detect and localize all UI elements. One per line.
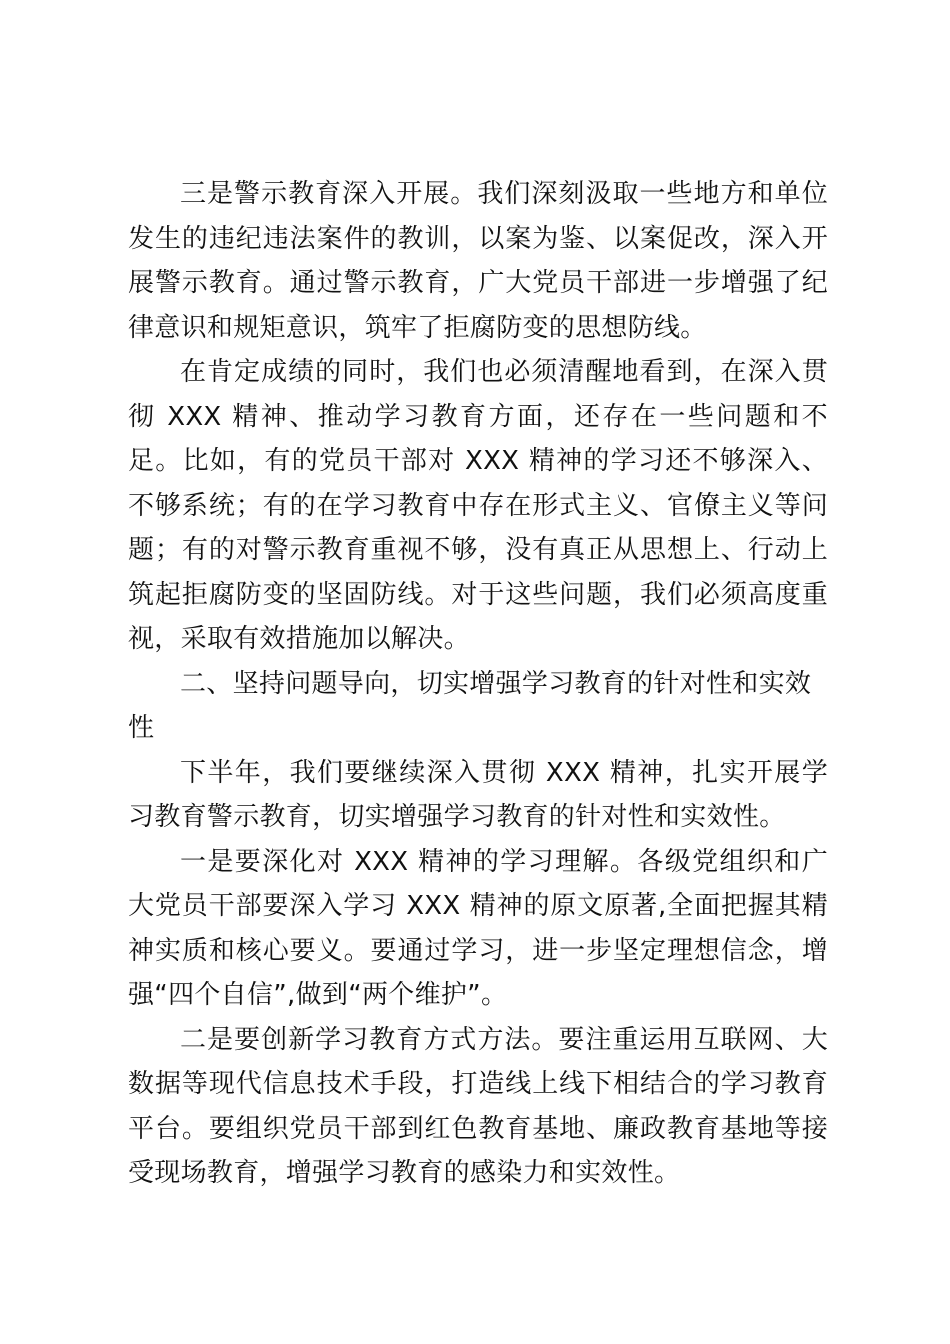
paragraph-warning-education: 三是警示教育深入开展。我们深刻汲取一些地方和单位发生的违纪违法案件的教训，以案为鉴、以案促改，深入开展警示教育。通过警示教育，广大党员干部进一步增强了纪律意识和规矩意识，筑牢了拒腐防变的思想防线。 xyxy=(128,179,828,343)
paragraph-innovate-methods: 二是要创新学习教育方式方法。要注重运用互联网、大数据等现代信息技术手段，打造线上线下相结合的学习教育平台。要组织党员干部到红色教育基地、廉政教育基地等接受现场教育，增强学习教育的感染力和实效性。 xyxy=(128,1024,828,1188)
paragraph-problems: 在肯定成绩的同时，我们也必须清醒地看到，在深入贯彻 XXX 精神、推动学习教育方面，还存在一些问题和不足。比如，有的党员干部对 XXX 精神的学习还不够深入、不够系统；有的在学习教育中存在形式主义、官僚主义等问题；有的对警示教育重视不够，没有真正从思想上、行动上筑起拒腐防变的坚固防线。对于这些问题，我们必须高度重视，采取有效措施加以解决。 xyxy=(128,357,828,654)
paragraph-deepen-study: 一是要深化对 XXX 精神的学习理解。各级党组织和广大党员干部要深入学习 XXX 精神的原文原著,全面把握其精神实质和核心要义。要通过学习，进一步坚定理想信念，增强“四个自信”,做到“两个维护”。 xyxy=(128,846,828,1010)
paragraph-second-half-plan: 下半年，我们要继续深入贯彻 XXX 精神，扎实开展学习教育警示教育，切实增强学习教育的针对性和实效性。 xyxy=(128,757,828,832)
document-body xyxy=(128,172,828,1196)
section-heading: 二、坚持问题导向，切实增强学习教育的针对性和实效性 xyxy=(128,668,812,743)
